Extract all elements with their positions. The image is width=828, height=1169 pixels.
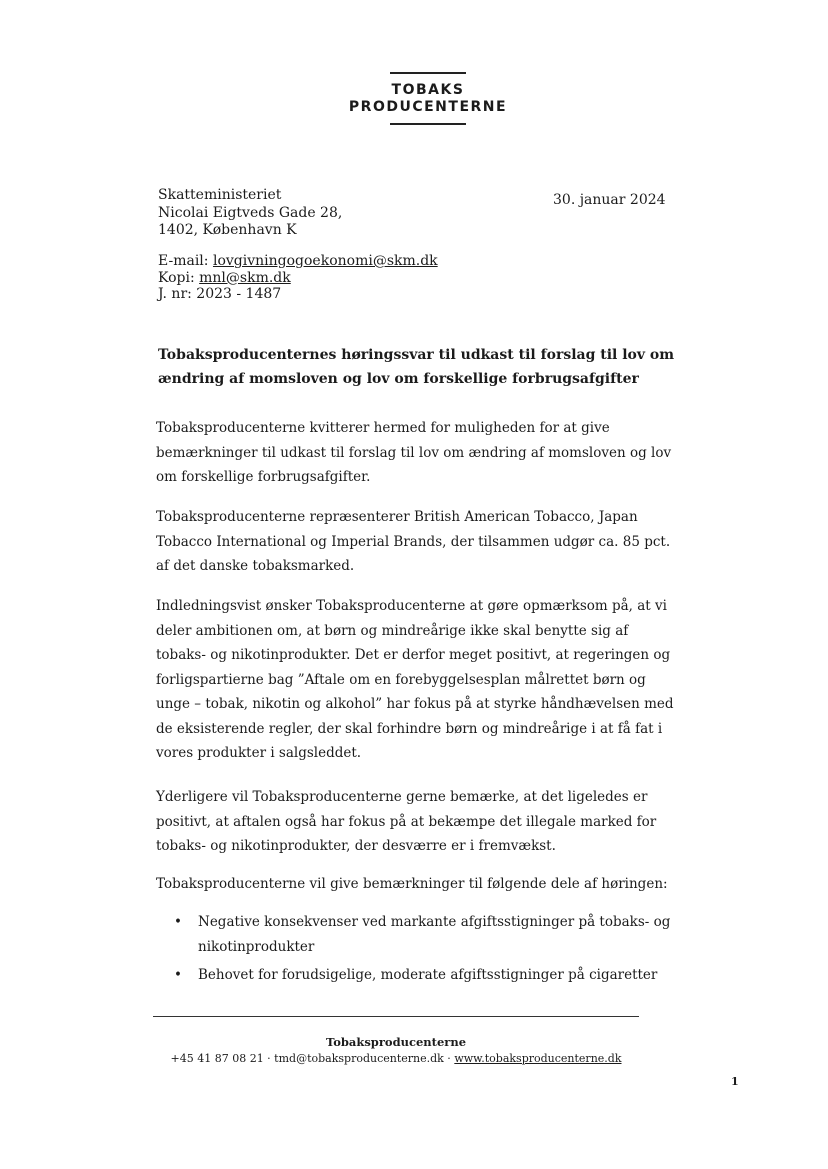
paragraph-ambition: Indledningsvist ønsker Tobaksproducenterne at gøre opmærksom på, at vi deler ambitionen om, at børn og mindreårige ikke skal benytte sig af tobaks- og nikotinprodukter. Det er derfor meget positivt, at regeringen og forligspartierne bag ”Aftale om en forebyggelsesplan målrettet børn og unge – tobak, nikotin og alkohol” har fokus på at styrke håndhævelsen med de eksisterende regler, der skal forhindre børn og mindreårige i at få fat i vores produkter i salgsleddet. [156, 598, 674, 761]
recipient-name: Skatteministeriet [158, 187, 282, 203]
journal-number: J. nr: 2023 - 1487 [158, 286, 282, 302]
recipient-address [158, 187, 342, 240]
footer-divider [153, 1016, 639, 1017]
copy-label: Kopi: [158, 269, 200, 286]
footer-phone-email: +45 41 87 08 21 · tmd@tobaksproducenterne.dk · [170, 1052, 455, 1065]
logo-line-2: PRODUCENTERNE [348, 99, 508, 115]
remarks-list [156, 910, 676, 992]
copy-line [158, 270, 438, 287]
recipient-street: Nicolai Eigtveds Gade 28, [158, 204, 343, 221]
paragraph-remarks-intro: Tobaksproducenterne vil give bemærkninger til følgende dele af høringen: [156, 876, 668, 892]
page-number: 1 [731, 1075, 739, 1088]
list-item-text: Behovet for forudsigelige, moderate afgiftsstigninger på cigaretter [198, 967, 658, 983]
footer-organization-name: Tobaksproducenterne [325, 1035, 467, 1049]
list-item [156, 910, 676, 959]
bullet-icon: • [174, 914, 182, 930]
copy-email-link[interactable]: mnl@skm.dk [199, 269, 291, 286]
logo-bottom-rule [390, 123, 466, 125]
logo-line-1: TOBAKS [391, 82, 465, 98]
bullet-icon: • [174, 967, 182, 983]
logo-top-rule [390, 72, 466, 74]
paragraph-intro: Tobaksproducenterne kvitterer hermed for muligheden for at give bemærkninger til udkast til forslag til lov om ændring af momsloven og lov om forskellige forbrugsafgifter. [156, 420, 672, 485]
email-label: E-mail: [158, 253, 213, 269]
email-line [158, 253, 438, 270]
list-item-text: Negative konsekvenser ved markante afgiftsstigninger på tobaks- og nikotinprodukter [198, 914, 671, 955]
list-item [156, 963, 676, 988]
email-link[interactable]: lovgivningogoekonomi@skm.dk [212, 253, 438, 269]
footer-website-link[interactable]: www.tobaksproducenterne.dk [454, 1052, 622, 1065]
contact-block [158, 253, 438, 303]
letter-date: 30. januar 2024 [553, 192, 666, 208]
footer-contact [153, 1052, 639, 1066]
paragraph-illegal-market: Yderligere vil Tobaksproducenterne gerne bemærke, at det ligeledes er positivt, at aftalen også har fokus på at bekæmpe det illegale marked for tobaks- og nikotinprodukter, der desværre er i fremvækst. [156, 789, 657, 854]
organization-logo [340, 72, 516, 125]
recipient-city: 1402, København K [158, 222, 297, 238]
paragraph-members: Tobaksproducenterne repræsenterer British American Tobacco, Japan Tobacco International og Imperial Brands, der tilsammen udgør ca. 85 pct. af det danske tobaksmarked. [156, 509, 671, 574]
letter-heading: Tobaksproducenternes høringssvar til udkast til forslag til lov om ændring af momsloven og lov om forskellige forbrugsafgifter [158, 347, 675, 387]
